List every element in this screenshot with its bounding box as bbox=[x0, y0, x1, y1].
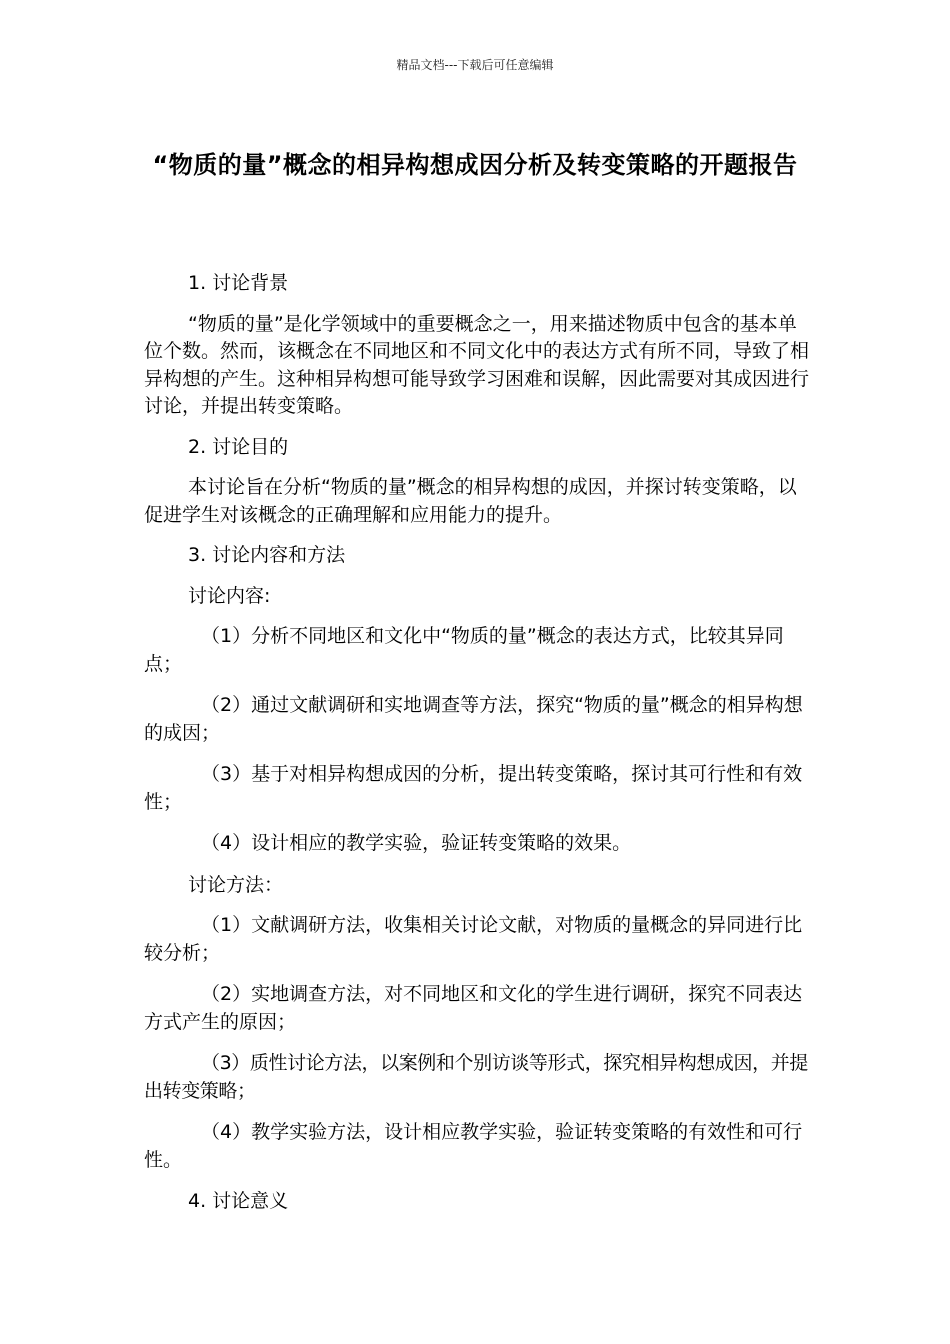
methods-label: 讨论方法： bbox=[188, 873, 284, 896]
purpose-paragraph: 本讨论旨在分析“物质的量”概念的相异构想的成因，并探讨转变策略，以促进学生对该概念的正确理解和应用能力的提升。 bbox=[144, 476, 797, 526]
document-title: “物质的量”概念的相异构想成因分析及转变策略的开题报告 bbox=[152, 151, 798, 179]
method-item-1: （1）文献调研方法，收集相关讨论文献，对物质的量概念的异同进行比较分析； bbox=[144, 914, 803, 964]
content-item-3: （3）基于对相异构想成因的分析，提出转变策略，探讨其可行性和有效性； bbox=[144, 763, 803, 813]
content-item-2: （2）通过文献调研和实地调查等方法，探究“物质的量”概念的相异构想的成因； bbox=[144, 694, 803, 744]
section-heading-background: 1. 讨论背景 bbox=[188, 272, 289, 294]
method-item-4: （4）教学实验方法，设计相应教学实验，验证转变策略的有效性和可行性。 bbox=[144, 1121, 803, 1171]
method-item-3: （3）质性讨论方法，以案例和个别访谈等形式，探究相异构想成因，并提出转变策略； bbox=[144, 1052, 808, 1102]
section-heading-significance: 4. 讨论意义 bbox=[188, 1190, 289, 1212]
page-header: 精品文档---下载后可任意编辑 bbox=[396, 58, 554, 72]
content-item-1: （1）分析不同地区和文化中“物质的量”概念的表达方式，比较其异同点； bbox=[144, 625, 784, 675]
method-item-2: （2）实地调查方法，对不同地区和文化的学生进行调研，探究不同表达方式产生的原因； bbox=[144, 983, 803, 1033]
section-heading-content-methods: 3. 讨论内容和方法 bbox=[188, 544, 346, 566]
content-item-4: （4）设计相应的教学实验，验证转变策略的效果。 bbox=[201, 832, 632, 854]
document-body bbox=[144, 270, 812, 1229]
background-paragraph: “物质的量”是化学领域中的重要概念之一，用来描述物质中包含的基本单位个数。然而，该概念在不同地区和不同文化中的表达方式有所不同，导致了相异构想的产生。这种相异构想可能导致学习困难和误解，因此需要对其成因进行讨论，并提出转变策略。 bbox=[144, 312, 810, 417]
content-label: 讨论内容: bbox=[188, 584, 271, 607]
section-heading-purpose: 2. 讨论目的 bbox=[188, 435, 289, 458]
